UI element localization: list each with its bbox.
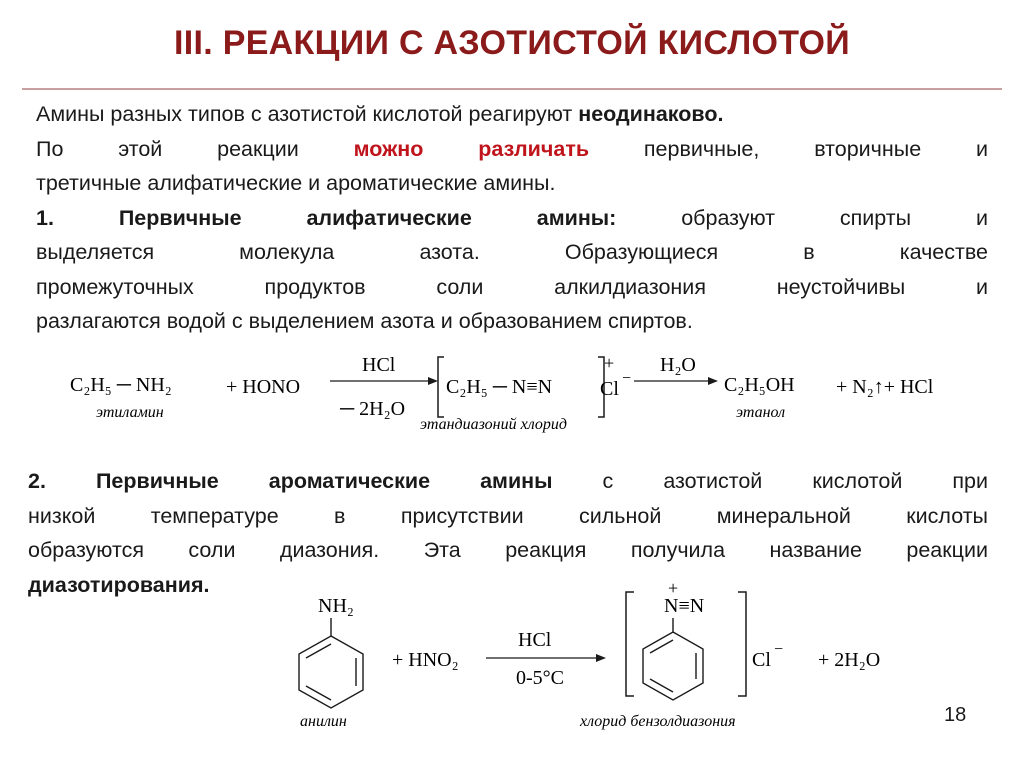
intro-line-5: выделяется молекула азота. Образующиеся в качестве [36,240,988,264]
aniline-double-bond [306,686,331,700]
intro-line-3: третичные алифатические и ароматические амины. [36,171,556,195]
arrow1-below: ─ 2H₂O [340,398,406,420]
arrow1-head [428,377,438,385]
intro-text: образуют спирты и [616,205,988,230]
section2-line-2: низкой температуре в присутствии сильной минеральной кислоты [28,503,988,528]
diazonium-formula: C₂H₅ ─ N≡N [446,376,553,398]
hno2-reagent: + HNO₂ [392,649,459,671]
section2-text: с азотистой кислотой при [552,469,988,493]
intro-bold: неодинаково. [578,102,724,126]
section2-line-1 [28,464,988,499]
caption-benzenediazonium: хлорид бензолдиазония [580,713,736,730]
section2-line-3: образуются соли диазония. Эта реакция получила название реакции [28,538,988,562]
arrow3-above: HCl [518,629,552,651]
ethylamine-formula: C₂H₅ ─ NH₂ [70,374,172,396]
intro-line-2 [36,132,988,167]
aniline-double-bond [306,644,331,658]
product-ring [643,632,703,700]
intro-text: Амины разных типов с азотистой кислотой реагируют [36,102,579,126]
section1-heading: 1. Первичные алифатические амины: [36,205,617,230]
product-double-bond [650,679,673,692]
side-products: + N₂↑+ HCl [836,376,934,398]
caption-ethanol: этанол [736,404,786,421]
product-double-bond [650,640,673,653]
chloride-charge: − [774,641,784,658]
reaction-scheme-ethylamine [0,345,1024,445]
arrow2-above: H₂O [660,354,696,376]
arrow2-head [708,377,718,385]
bracket-left [438,357,444,417]
chloride-ion: Cl [600,378,619,400]
caption-diazonium: этандиазоний хлорид [420,416,567,433]
negative-charge: − [622,370,632,387]
page-title: III. РЕАКЦИИ С АЗОТИСТОЙ КИСЛОТОЙ [174,24,850,62]
caption-aniline: анилин [300,713,347,730]
page-number: 18 [944,704,967,726]
positive-charge: + [604,353,615,373]
water-product: + 2H₂O [818,649,881,671]
intro-line-4 [36,201,988,236]
nh2-group: NH₂ [318,595,354,617]
intro-line-1 [36,97,988,132]
ethanol-formula: C₂H₅OH [724,374,795,396]
bracket-right-2 [738,592,746,696]
chloride-ion-2: Cl [752,649,771,671]
arrow3-head [596,654,606,662]
section2-line-4: диазотирования. [28,572,210,597]
intro-text: первичные, вторичные и [589,136,988,161]
intro-line-6: промежуточных продуктов соли алкилдиазония неустойчивы и [36,274,988,299]
highlight-text: можно различать [353,136,590,161]
diazo-group: N≡N [664,595,705,617]
section2-heading: 2. Первичные ароматические амины [28,469,553,493]
reaction-scheme-aniline [0,578,1024,738]
diazo-plus-charge: + [668,578,679,598]
aniline-ring [299,636,363,708]
intro-line-7: разлагаются водой с выделением азота и образованием спиртов. [36,309,693,333]
arrow1-above: HCl [362,354,396,376]
intro-paragraph [36,97,988,339]
caption-ethylamine: этиламин [96,404,164,421]
bracket-left-2 [626,592,634,696]
arrow3-below: 0-5°C [516,667,564,689]
intro-text: По этой реакции [36,136,354,161]
title-divider [22,88,1002,90]
hono-reagent: + HONO [226,376,301,398]
